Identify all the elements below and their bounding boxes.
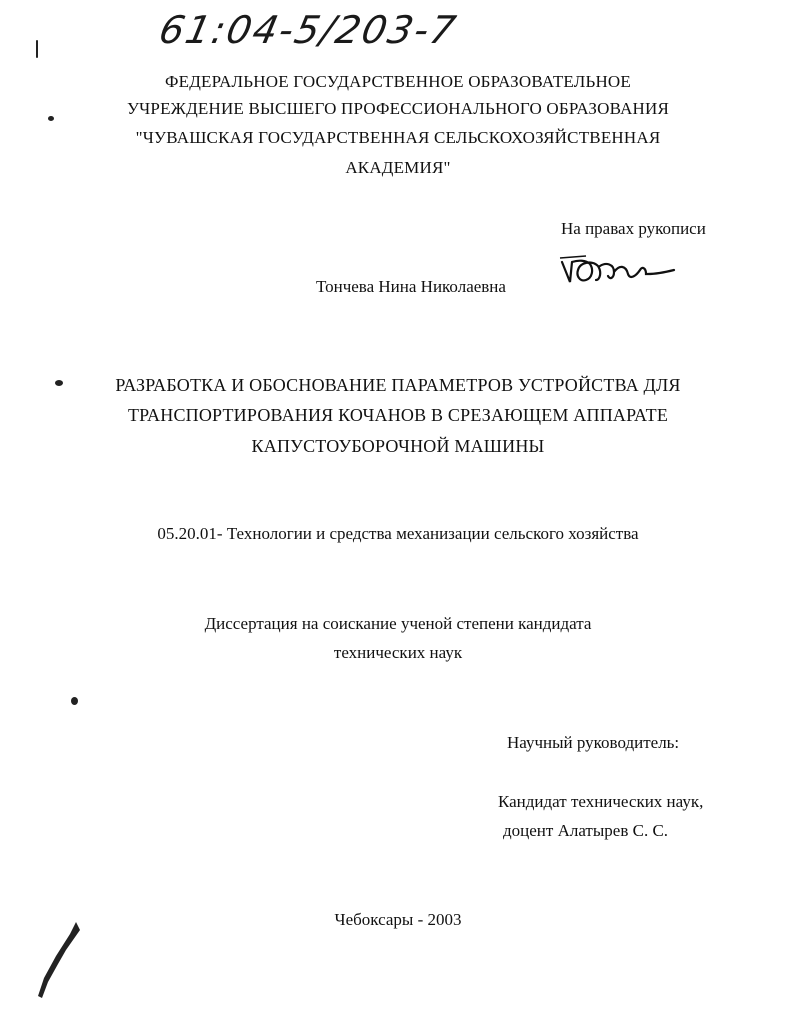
scan-edge-mark <box>36 920 86 1000</box>
supervisor-name: доцент Алатырев С. С. <box>503 821 669 840</box>
author-name: Тончева Нина Николаевна <box>316 277 506 296</box>
archive-number-handwritten: 61:04-5/203-7 <box>155 8 462 52</box>
place-year: Чебоксары - 2003 <box>334 910 462 929</box>
scan-speck <box>55 380 63 386</box>
institution-line-4: АКАДЕМИЯ" <box>345 158 451 177</box>
supervisor-degree: Кандидат технических наук, <box>498 792 704 811</box>
degree-line-1: Диссертация на соискание ученой степени кандидата <box>204 614 592 633</box>
institution-line-3: "ЧУВАШСКАЯ ГОСУДАРСТВЕННАЯ СЕЛЬСКОХОЗЯЙСТВЕННАЯ <box>135 128 661 147</box>
scan-speck <box>36 40 38 58</box>
dissertation-title-line-3: КАПУСТОУБОРОЧНОЙ МАШИНЫ <box>251 436 545 456</box>
institution-line-2: УЧРЕЖДЕНИЕ ВЫСШЕГО ПРОФЕССИОНАЛЬНОГО ОБРАЗОВАНИЯ <box>126 99 670 118</box>
degree-line-2: технических наук <box>333 643 463 662</box>
supervisor-label: Научный руководитель: <box>507 733 680 752</box>
institution-line-1: ФЕДЕРАЛЬНОЕ ГОСУДАРСТВЕННОЕ ОБРАЗОВАТЕЛЬНОЕ <box>165 72 631 91</box>
specialty-code: 05.20.01- Технологии и средства механизации сельского хозяйства <box>157 524 639 543</box>
scan-speck <box>71 697 78 705</box>
scan-speck <box>48 116 54 121</box>
author-signature <box>556 252 676 288</box>
manuscript-note: На правах рукописи <box>561 219 706 238</box>
dissertation-title-line-1: РАЗРАБОТКА И ОБОСНОВАНИЕ ПАРАМЕТРОВ УСТРОЙСТВА ДЛЯ <box>115 375 681 395</box>
dissertation-title-line-2: ТРАНСПОРТИРОВАНИЯ КОЧАНОВ В СРЕЗАЮЩЕМ АППАРАТЕ <box>127 405 669 425</box>
